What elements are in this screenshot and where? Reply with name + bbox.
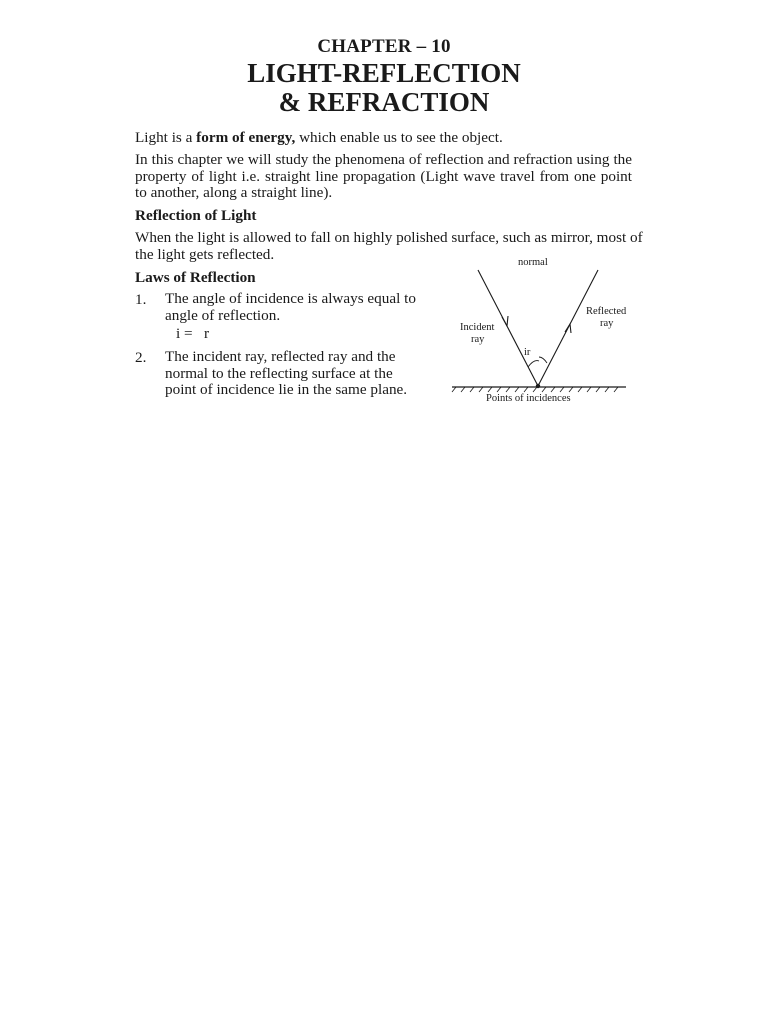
study-paragraph: In this chapter we will study the phenomena of reflection and refraction using the property of light i.e. straight line propagation (Light wave travel from one point to another, along a straight line). <box>135 151 632 201</box>
point-of-incidence <box>536 384 540 388</box>
chapter-title-line-1: LIGHT-REFLECTION <box>247 58 521 88</box>
chapter-title-line-2: & REFRACTION <box>278 87 490 117</box>
laws-heading: Laws of Reflection <box>135 269 256 286</box>
intro-bold: form of energy, <box>196 129 296 146</box>
incident-ray-label-2: ray <box>471 334 485 345</box>
angle-arc-incidence <box>528 361 539 367</box>
angle-labels: ir <box>524 347 531 358</box>
incident-arrow-icon <box>502 316 508 326</box>
reflected-ray-label-2: ray <box>600 318 614 329</box>
angle-arc-reflection <box>539 357 547 363</box>
intro-prefix: Light is a <box>135 129 197 146</box>
points-of-incidences-label: Points of incidences <box>486 393 571 404</box>
reflected-ray-label-1: Reflected <box>586 306 627 317</box>
intro-suffix: which enable us to see the object. <box>295 129 503 146</box>
intro-paragraph <box>135 130 632 147</box>
normal-label: normal <box>518 257 548 268</box>
reflection-paragraph: When the light is allowed to fall on highly polished surface, such as mirror, most of the light gets reflected. <box>135 229 643 263</box>
law-1-text: The angle of incidence is always equal to angle of reflection. <box>165 290 416 324</box>
reflection-diagram <box>440 250 640 410</box>
law-1-formula: i = r <box>176 325 210 342</box>
law-2-text: The incident ray, reflected ray and the normal to the reflecting surface at the point of incidence lie in the same plane. <box>165 348 408 398</box>
law-2-number: 2. <box>135 349 147 366</box>
chapter-label: CHAPTER – 10 <box>317 36 451 57</box>
mirror-hatching <box>452 387 618 392</box>
reflection-heading: Reflection of Light <box>135 207 257 224</box>
law-1-number: 1. <box>135 291 147 308</box>
incident-ray-label-1: Incident <box>460 322 495 333</box>
